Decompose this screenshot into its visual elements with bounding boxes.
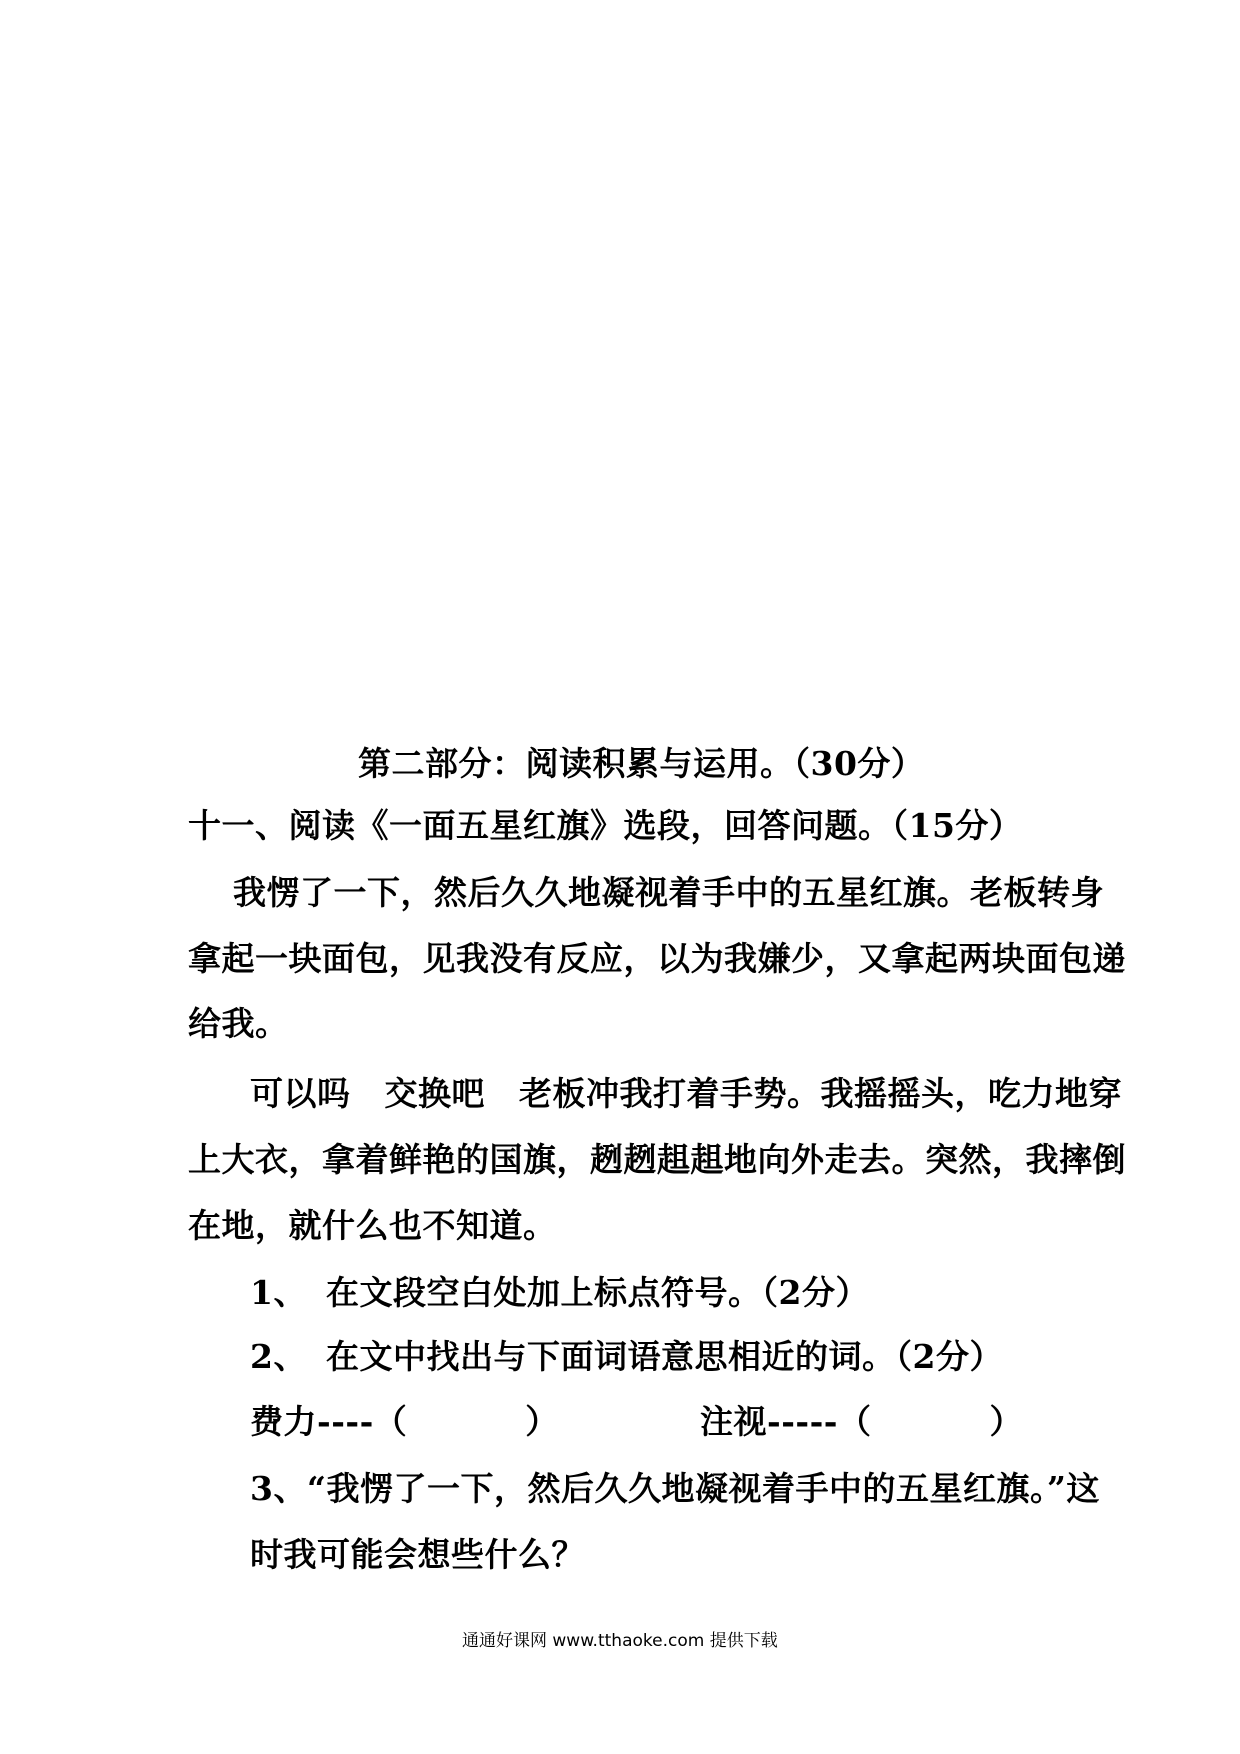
sub-question-1 [250, 1273, 869, 1313]
passage-para2-line1 [250, 1074, 1122, 1114]
synonym-item-1-word: 费力----（ [250, 1402, 408, 1441]
passage-para2-line2: 上大衣，拿着鲜艳的国旗，趔趔趄趄地向外走去。突然，我摔倒 [188, 1140, 1126, 1179]
sub-question-2 [250, 1337, 1003, 1377]
dialogue-part3: 老板冲我打着手势。我摇摇头，吃力地穿 [519, 1074, 1122, 1113]
sub-question-3-line1: 3、“我愣了一下，然后久久地凝视着手中的五星红旗。”这 [250, 1469, 1100, 1508]
synonym-item-2-close: ） [989, 1402, 1023, 1441]
question-title: 十一、阅读《一面五星红旗》选段，回答问题。（15分） [188, 806, 1023, 845]
synonym-item-1 [250, 1402, 559, 1442]
passage-para2-line3: 在地，就什么也不知道。 [188, 1206, 557, 1245]
dialogue-part2: 交换吧 [384, 1074, 485, 1113]
synonym-item-2-word: 注视-----（ [700, 1402, 872, 1441]
dialogue-part1: 可以吗 [250, 1074, 351, 1113]
synonym-item-1-close: ） [525, 1402, 559, 1441]
section-title: 第二部分：阅读积累与运用。（30分） [358, 744, 925, 783]
sub-question-2-text: 在文中找出与下面词语意思相近的词。（2分） [326, 1337, 1003, 1376]
sub-question-3-line2: 时我可能会想些什么？ [250, 1535, 585, 1574]
page-footer: 通通好课网 www.tthaoke.com 提供下载 [462, 1631, 778, 1651]
synonym-item-2 [700, 1402, 1023, 1442]
sub-question-2-number: 2、 [250, 1337, 307, 1376]
sub-question-1-number: 1、 [250, 1273, 307, 1312]
passage-para1-line3: 给我。 [188, 1004, 289, 1043]
sub-question-1-text: 在文段空白处加上标点符号。（2分） [326, 1273, 869, 1312]
passage-para1-line2: 拿起一块面包，见我没有反应，以为我嫌少，又拿起两块面包递 [188, 939, 1126, 978]
passage-para1-line1: 我愣了一下，然后久久地凝视着手中的五星红旗。老板转身 [233, 873, 1104, 912]
